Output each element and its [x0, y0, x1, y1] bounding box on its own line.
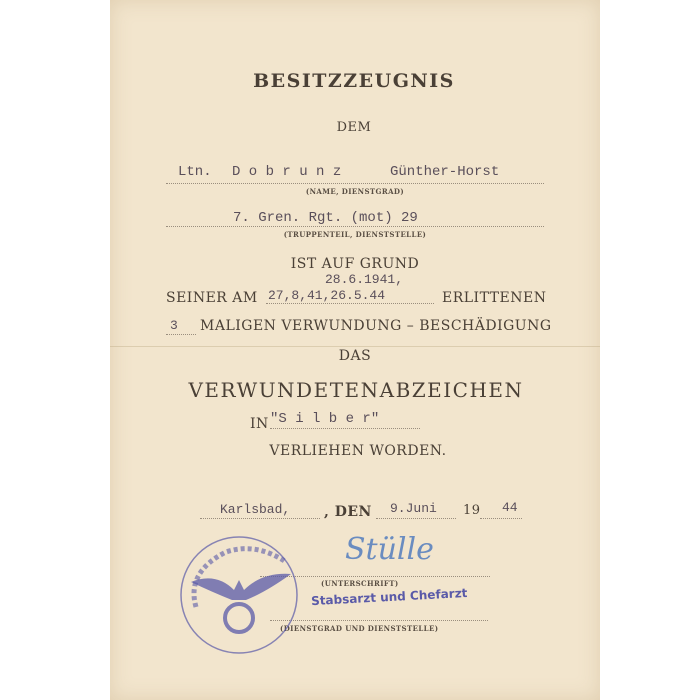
- date-line: [376, 518, 456, 519]
- das-label: DAS: [338, 348, 372, 364]
- seiner-am: SEINER AM: [166, 290, 258, 306]
- name-caption: (NAME, DIENSTGRAD): [305, 187, 405, 196]
- wound-count: 3: [170, 318, 178, 333]
- surname: D o b r u n z: [232, 164, 342, 180]
- date-extra: 28.6.1941,: [325, 272, 404, 287]
- count-line: [166, 334, 196, 335]
- signature-caption: (UNTERSCHRIFT): [321, 579, 399, 588]
- rank: Ltn.: [178, 164, 212, 180]
- dem-label: DEM: [336, 120, 372, 135]
- erlittenen: ERLITTENEN: [442, 290, 547, 306]
- issue-date: 9.Juni: [390, 501, 437, 516]
- in-label: IN: [250, 416, 269, 432]
- year-prefix: 19: [463, 503, 481, 518]
- fold-line: [110, 346, 600, 347]
- document-title: BESITZZEUGNIS: [253, 70, 455, 92]
- unit-line: [166, 226, 544, 227]
- name-line: [166, 183, 544, 184]
- unit-value: 7. Gren. Rgt. (mot) 29: [233, 210, 418, 226]
- den-label: , DEN: [324, 504, 372, 520]
- ist-auf-grund: IST AUF GRUND: [290, 256, 420, 272]
- signer-caption: (DIENSTGRAD UND DIENSTSTELLE): [280, 624, 439, 633]
- eagle-icon: [191, 574, 291, 600]
- place: Karlsbad,: [220, 502, 291, 517]
- wound-dates: 27,8,41,26.5.44: [268, 288, 386, 303]
- signature: Stülle: [345, 532, 434, 567]
- award-grade: "S i l b e r": [270, 411, 380, 427]
- year-suffix: 44: [502, 500, 518, 515]
- award-name: VERWUNDETENABZEICHEN: [188, 378, 524, 402]
- place-line: [200, 518, 320, 519]
- dates-line: [266, 303, 434, 304]
- official-stamp: [176, 532, 302, 658]
- wreath-icon: [225, 604, 253, 632]
- unit-caption: (TRUPPENTEIL, DIENSTSTELLE): [283, 230, 427, 239]
- grade-line: [270, 428, 420, 429]
- given-name: Günther-Horst: [390, 164, 500, 180]
- maligen: MALIGEN VERWUNDUNG – BESCHÄDIGUNG: [200, 318, 552, 334]
- year-line: [480, 518, 522, 519]
- signer-title-stamp: Stabsarzt und Chefarzt: [310, 585, 468, 609]
- title-line: [270, 620, 488, 621]
- verliehen: VERLIEHEN WORDEN.: [269, 443, 447, 459]
